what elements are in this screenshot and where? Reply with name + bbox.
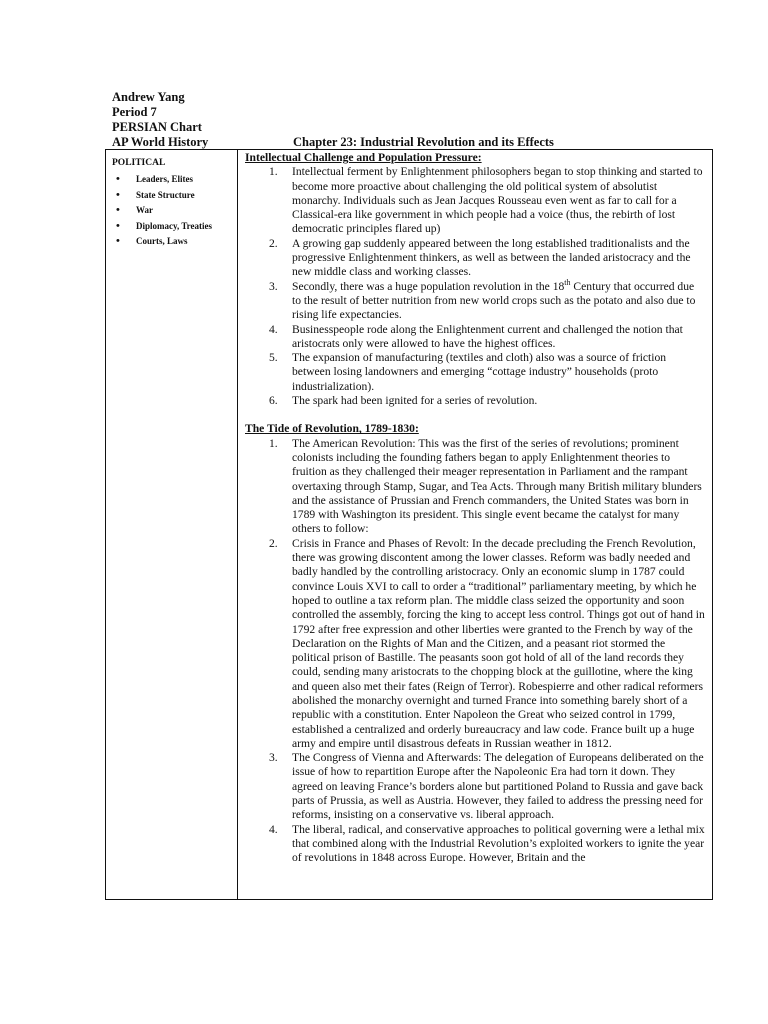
section-tide-of-revolution — [245, 422, 706, 865]
list-item — [245, 823, 706, 866]
category-column — [106, 150, 238, 899]
item-text-part: Century that occurred due to the result of better nutrition from new world crops such as the potato and also due to rising life expectancies. — [292, 279, 696, 322]
item-number: 4. — [269, 322, 278, 336]
category-list — [112, 172, 237, 250]
category-item: • Leaders, Elites — [112, 172, 237, 188]
item-number: 6. — [269, 394, 278, 408]
category-heading: POLITICAL — [112, 158, 166, 168]
section-intellectual-challenge — [245, 151, 706, 408]
content-column — [238, 150, 712, 899]
item-number: 3. — [269, 279, 278, 293]
category-item: • State Structure — [112, 188, 237, 204]
chart-type: PERSIAN Chart — [112, 120, 202, 134]
list-item — [245, 394, 706, 408]
list-item — [245, 237, 706, 280]
list-item — [245, 165, 706, 236]
category-item: • War — [112, 203, 237, 219]
list-item — [245, 351, 706, 394]
superscript: th — [564, 277, 571, 287]
section-title: Intellectual Challenge and Population Pressure: — [245, 151, 482, 164]
category-item: • Diplomacy, Treaties — [112, 219, 237, 235]
item-text-part: Secondly, there was a huge population revolution in the 18 — [292, 279, 565, 293]
item-text — [292, 277, 696, 322]
student-name: Andrew Yang — [112, 90, 185, 104]
item-number: 2. — [269, 236, 278, 250]
item-number: 4. — [269, 822, 278, 836]
item-number: 3. — [269, 751, 278, 765]
item-text: The spark had been ignited for a series of revolution. — [292, 394, 538, 408]
persian-chart-table — [105, 149, 713, 900]
list-item — [245, 537, 706, 751]
item-number: 2. — [269, 536, 278, 550]
item-number: 1. — [269, 165, 278, 179]
chapter-title: Chapter 23: Industrial Revolution and its Effects — [293, 135, 554, 149]
course-name: AP World History — [112, 135, 209, 149]
item-number: 5. — [269, 351, 278, 365]
item-text: Intellectual ferment by Enlightenment philosophers began to stop thinking and started to become more proactive about challenging the old political system of absolutist monarchy. Individuals such as Jean Jacques Rousseau even went as far to call for a Classical-era like government in which people had a voice (thus, the rebirth of lost democratic principles flared up) — [292, 165, 703, 236]
item-text: The liberal, radical, and conservative approaches to political governing were a lethal mix that combined along with the Industrial Revolution’s exploited workers to ignite the year of revolutions in 1848 across Europe. However, Britain and the — [292, 822, 705, 865]
item-text: Businesspeople rode along the Enlightenment current and challenged the notion that aristocrats only were allowed to have the highest offices. — [292, 322, 683, 350]
list-item — [245, 277, 706, 323]
item-text: A growing gap suddenly appeared between the long established traditionalists and the progressive Enlightenment thinkers, as well as between the landed aristocracy and the new middle class and working classes. — [292, 236, 691, 279]
list-item — [245, 437, 706, 537]
item-text: The Congress of Vienna and Afterwards: The delegation of Europeans deliberated on the issue of how to repartition Europe after the Napoleonic Era had torn it down. They agreed on leaving France’s borders alone but partitioned Poland to Russia and gave back parts of Prussia, as well as Austria. However, they failed to address the pressing need for reforms, insisting on a conservative vs. liberal approach. — [292, 751, 704, 822]
class-period: Period 7 — [112, 105, 157, 119]
item-text: The expansion of manufacturing (textiles and cloth) also was a source of friction between losing landowners and emerging “cottage industry” households (proto industrialization). — [292, 351, 667, 393]
student-header — [112, 90, 208, 150]
item-text: Crisis in France and Phases of Revolt: In the decade precluding the French Revolution, there was growing discontent among the lower classes. Reform was badly needed and badly handled by the controlling aristocracy. Only an economic slump in 1787 could convince Louis XVI to call to order a “traditional” parliamentary meeting, by which he hoped to outline a tax reform plan. The middle class seized the opportunity and soon controlled the assembly, forcing the king to accept less control. Things got out of hand in 1792 after free expression and other liberties were granted to the French by way of the Declaration on the Rights of Man and the Citizen, and a peasant riot stormed the political prison of Bastille. The peasants soon got hold of all of the land records they could, sending many aristocrats to the chopping block at the guillotine, where the king and queen also met their fates (Reign of Terror). Robespierre and other radical reformers abolished the monarchy overnight and turned France into something barely short of a republic with a constitution. Enter Napoleon the Great who seized control in 1799, established a centralized and orderly bureaucracy and law code. France built up a huge army and empire until disastrous defeats in Russian weather in 1812. — [292, 536, 705, 750]
category-item: • Courts, Laws — [112, 234, 237, 250]
list-item — [245, 751, 706, 822]
item-number: 1. — [269, 436, 278, 450]
item-text: The American Revolution: This was the first of the series of revolutions; prominent colonists including the founding fathers began to apply Enlightenment theories to fruition as they challenged their meager representation in Parliament and the rampant overtaxing through Stamp, Sugar, and Tea Acts. Through many British military blunders and the assistance of Prussian and French commanders, the United States was born in 1789 with Washington its president. This single event became the catalyst for many others to follow: — [292, 436, 702, 536]
section-title: The Tide of Revolution, 1789-1830: — [245, 422, 419, 436]
list-item — [245, 323, 706, 352]
